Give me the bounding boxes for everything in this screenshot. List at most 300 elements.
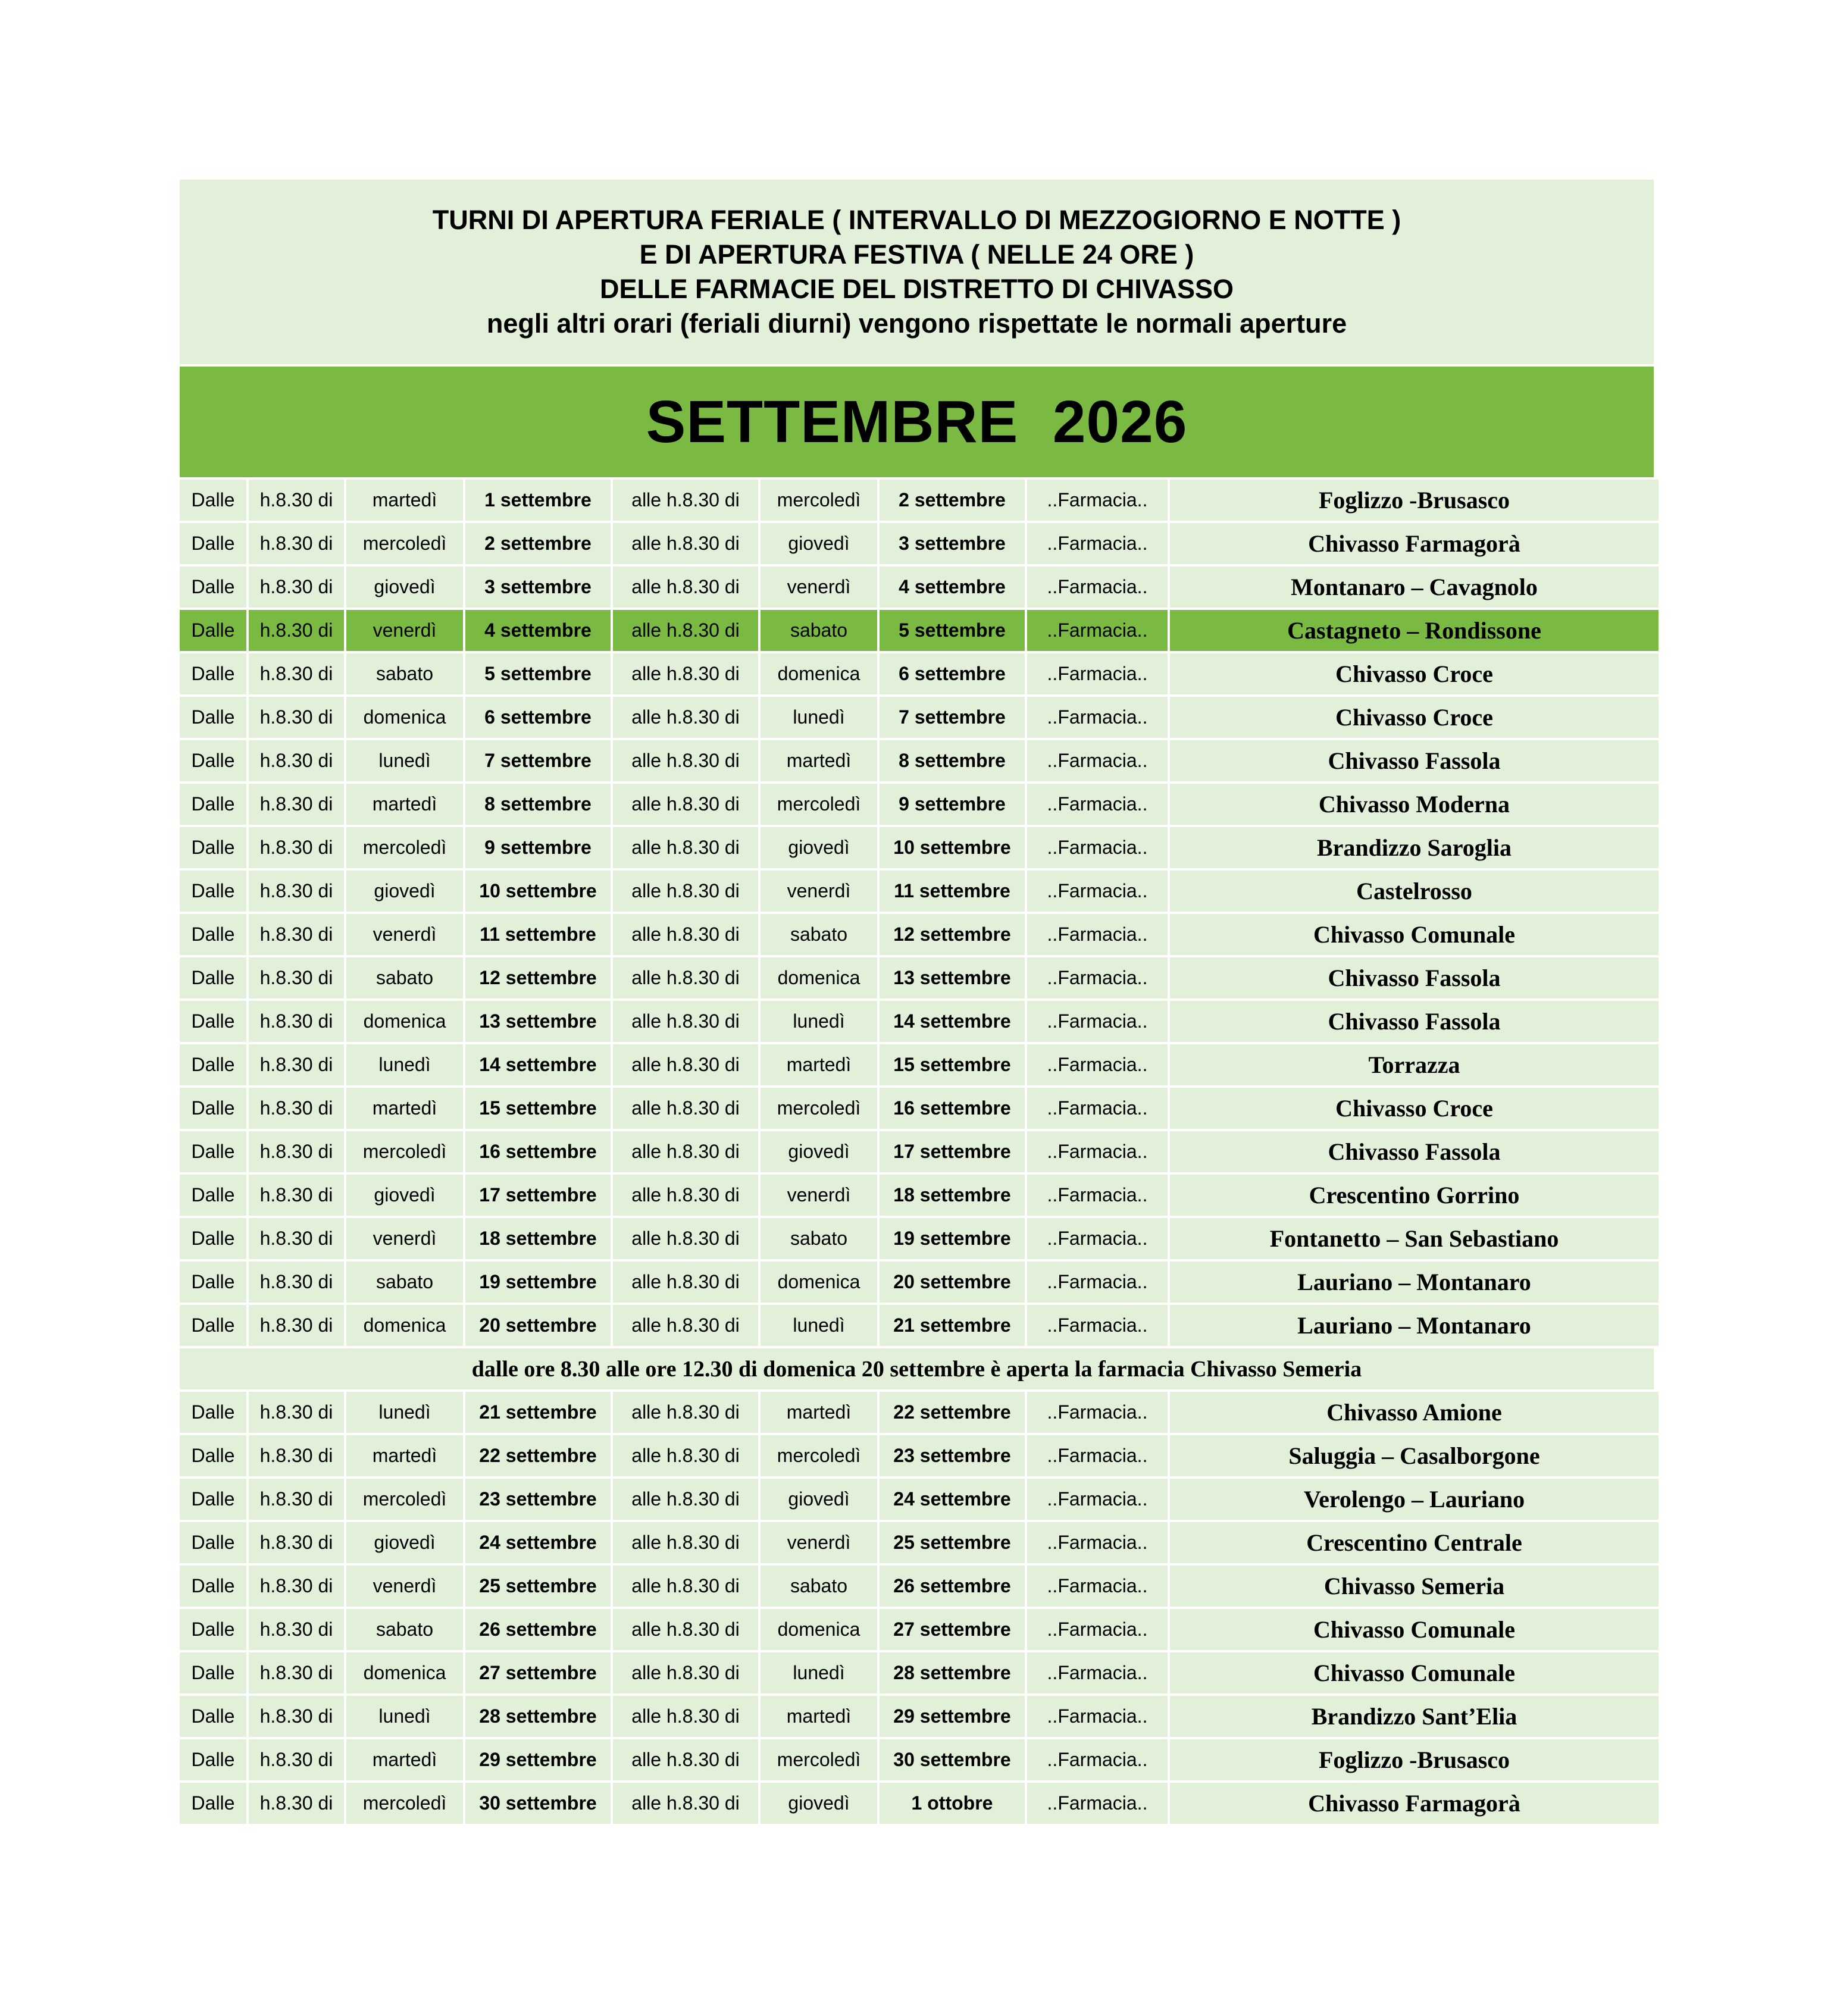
shift-start-day: mercoledì [346,1131,463,1172]
shift-start-day: giovedì [346,1522,463,1563]
table-row [180,653,1654,694]
shift-start-hour: h.8.30 di [249,1305,344,1346]
shift-from-label: Dalle [180,1261,246,1303]
shift-start-hour: h.8.30 di [249,1696,344,1737]
shift-from-label: Dalle [180,1522,246,1563]
pharmacy-label: ..Farmacia.. [1027,1609,1168,1650]
shift-end-hour: alle h.8.30 di [613,1479,758,1520]
shift-end-date: 8 settembre [880,740,1025,781]
table-row [180,1696,1654,1737]
table-row [180,1175,1654,1216]
pharmacy-name: Chivasso Farmagorà [1170,523,1658,564]
shift-end-date: 7 settembre [880,697,1025,738]
shift-end-day: mercoledì [761,1739,877,1780]
pharmacy-label: ..Farmacia.. [1027,1001,1168,1042]
shift-start-hour: h.8.30 di [249,1479,344,1520]
shift-start-hour: h.8.30 di [249,871,344,912]
shift-end-day: lunedì [761,697,877,738]
shift-end-hour: alle h.8.30 di [613,1175,758,1216]
shift-end-day: venerdì [761,1175,877,1216]
shift-start-hour: h.8.30 di [249,740,344,781]
shift-from-label: Dalle [180,1001,246,1042]
shift-end-hour: alle h.8.30 di [613,697,758,738]
shift-end-day: mercoledì [761,1088,877,1129]
table-row [180,697,1654,738]
shift-end-day: sabato [761,1218,877,1259]
shift-from-label: Dalle [180,610,246,651]
shift-start-day: giovedì [346,1175,463,1216]
shift-end-date: 4 settembre [880,566,1025,608]
shift-from-label: Dalle [180,566,246,608]
shift-end-day: venerdì [761,1522,877,1563]
pharmacy-name: Foglizzo -Brusasco [1170,480,1658,521]
shift-end-date: 22 settembre [880,1392,1025,1433]
pharmacy-name: Chivasso Comunale [1170,914,1658,955]
pharmacy-label: ..Farmacia.. [1027,1261,1168,1303]
shift-start-date: 21 settembre [465,1392,611,1433]
shift-start-hour: h.8.30 di [249,1522,344,1563]
shift-start-hour: h.8.30 di [249,914,344,955]
table-row [180,1001,1654,1042]
table-row [180,1609,1654,1650]
pharmacy-name: Saluggia – Casalborgone [1170,1435,1658,1476]
shift-start-day: lunedì [346,1044,463,1085]
shift-start-hour: h.8.30 di [249,480,344,521]
pharmacy-name: Chivasso Croce [1170,697,1658,738]
shift-end-hour: alle h.8.30 di [613,1652,758,1693]
pharmacy-label: ..Farmacia.. [1027,1435,1168,1476]
pharmacy-name: Fontanetto – San Sebastiano [1170,1218,1658,1259]
header-subtitle: negli altri orari (feriali diurni) vengono rispettate le normali aperture [486,308,1347,339]
shift-start-date: 12 settembre [465,957,611,998]
shift-start-day: lunedì [346,1696,463,1737]
shift-end-date: 2 settembre [880,480,1025,521]
shift-from-label: Dalle [180,523,246,564]
pharmacy-name: Montanaro – Cavagnolo [1170,566,1658,608]
month-banner [180,367,1654,477]
shift-start-hour: h.8.30 di [249,827,344,868]
shift-start-date: 9 settembre [465,827,611,868]
shift-start-hour: h.8.30 di [249,1175,344,1216]
shift-table [180,480,1654,1824]
shift-from-label: Dalle [180,957,246,998]
shift-start-hour: h.8.30 di [249,1435,344,1476]
table-row [180,784,1654,825]
shift-from-label: Dalle [180,1305,246,1346]
shift-end-date: 27 settembre [880,1609,1025,1650]
shift-start-date: 6 settembre [465,697,611,738]
pharmacy-name: Chivasso Semeria [1170,1566,1658,1607]
shift-start-hour: h.8.30 di [249,1001,344,1042]
pharmacy-label: ..Farmacia.. [1027,610,1168,651]
pharmacy-name: Chivasso Croce [1170,653,1658,694]
shift-from-label: Dalle [180,740,246,781]
pharmacy-label: ..Farmacia.. [1027,1088,1168,1129]
pharmacy-name: Chivasso Comunale [1170,1609,1658,1650]
shift-from-label: Dalle [180,1652,246,1693]
shift-start-day: venerdì [346,1218,463,1259]
shift-start-day: venerdì [346,610,463,651]
shift-end-hour: alle h.8.30 di [613,1739,758,1780]
pharmacy-label: ..Farmacia.. [1027,914,1168,955]
shift-from-label: Dalle [180,697,246,738]
shift-end-hour: alle h.8.30 di [613,653,758,694]
pharmacy-label: ..Farmacia.. [1027,1305,1168,1346]
shift-end-date: 28 settembre [880,1652,1025,1693]
shift-start-date: 24 settembre [465,1522,611,1563]
shift-end-hour: alle h.8.30 di [613,957,758,998]
shift-start-date: 26 settembre [465,1609,611,1650]
shift-start-date: 15 settembre [465,1088,611,1129]
shift-from-label: Dalle [180,1783,246,1824]
shift-end-date: 10 settembre [880,827,1025,868]
shift-end-day: lunedì [761,1305,877,1346]
pharmacy-label: ..Farmacia.. [1027,523,1168,564]
shift-from-label: Dalle [180,1175,246,1216]
shift-end-hour: alle h.8.30 di [613,523,758,564]
shift-from-label: Dalle [180,871,246,912]
shift-end-date: 14 settembre [880,1001,1025,1042]
shift-end-hour: alle h.8.30 di [613,1088,758,1129]
pharmacy-label: ..Farmacia.. [1027,1131,1168,1172]
table-row [180,1261,1654,1303]
shift-end-date: 15 settembre [880,1044,1025,1085]
shift-start-date: 29 settembre [465,1739,611,1780]
pharmacy-name: Crescentino Gorrino [1170,1175,1658,1216]
shift-end-date: 11 settembre [880,871,1025,912]
shift-start-date: 17 settembre [465,1175,611,1216]
shift-start-date: 19 settembre [465,1261,611,1303]
shift-end-day: domenica [761,653,877,694]
shift-end-hour: alle h.8.30 di [613,1566,758,1607]
table-row [180,1522,1654,1563]
table-row [180,1783,1654,1824]
header-title-line-3: DELLE FARMACIE DEL DISTRETTO DI CHIVASSO [599,274,1234,304]
shift-start-date: 4 settembre [465,610,611,651]
shift-start-hour: h.8.30 di [249,1131,344,1172]
pharmacy-label: ..Farmacia.. [1027,697,1168,738]
shift-start-date: 5 settembre [465,653,611,694]
shift-end-date: 18 settembre [880,1175,1025,1216]
shift-end-hour: alle h.8.30 di [613,1131,758,1172]
shift-end-hour: alle h.8.30 di [613,1783,758,1824]
shift-start-date: 30 settembre [465,1783,611,1824]
shift-from-label: Dalle [180,1131,246,1172]
pharmacy-label: ..Farmacia.. [1027,827,1168,868]
pharmacy-name: Chivasso Fassola [1170,1001,1658,1042]
shift-start-day: sabato [346,653,463,694]
shift-start-hour: h.8.30 di [249,1261,344,1303]
shift-end-day: sabato [761,610,877,651]
pharmacy-name: Castagneto – Rondissone [1170,610,1658,651]
shift-from-label: Dalle [180,827,246,868]
shift-start-day: sabato [346,1609,463,1650]
shift-start-date: 8 settembre [465,784,611,825]
shift-end-hour: alle h.8.30 di [613,1609,758,1650]
shift-start-day: domenica [346,1305,463,1346]
table-row [180,914,1654,955]
pharmacy-label: ..Farmacia.. [1027,1392,1168,1433]
shift-start-hour: h.8.30 di [249,610,344,651]
shift-start-date: 20 settembre [465,1305,611,1346]
shift-start-hour: h.8.30 di [249,1652,344,1693]
shift-end-date: 6 settembre [880,653,1025,694]
shift-end-hour: alle h.8.30 di [613,1044,758,1085]
pharmacy-label: ..Farmacia.. [1027,871,1168,912]
shift-end-date: 1 ottobre [880,1783,1025,1824]
pharmacy-label: ..Farmacia.. [1027,1479,1168,1520]
shift-end-day: venerdì [761,566,877,608]
shift-end-date: 13 settembre [880,957,1025,998]
shift-start-day: martedì [346,1435,463,1476]
pharmacy-label: ..Farmacia.. [1027,566,1168,608]
shift-end-date: 9 settembre [880,784,1025,825]
pharmacy-name: Castelrosso [1170,871,1658,912]
shift-start-hour: h.8.30 di [249,523,344,564]
table-row [180,610,1654,651]
table-row [180,1131,1654,1172]
shift-start-hour: h.8.30 di [249,1218,344,1259]
shift-start-hour: h.8.30 di [249,1783,344,1824]
shift-start-day: sabato [346,1261,463,1303]
shift-end-date: 25 settembre [880,1522,1025,1563]
table-row [180,566,1654,608]
shift-end-day: lunedì [761,1001,877,1042]
shift-start-hour: h.8.30 di [249,1566,344,1607]
pharmacy-name: Chivasso Farmagorà [1170,1783,1658,1824]
pharmacy-label: ..Farmacia.. [1027,1175,1168,1216]
shift-from-label: Dalle [180,1088,246,1129]
table-row [180,1218,1654,1259]
shift-start-day: giovedì [346,871,463,912]
shift-start-day: martedì [346,1088,463,1129]
header-title-line-2: E DI APERTURA FESTIVA ( NELLE 24 ORE ) [639,239,1194,270]
shift-end-date: 3 settembre [880,523,1025,564]
table-row [180,1479,1654,1520]
shift-start-day: domenica [346,1652,463,1693]
month-title: SETTEMBRE 2026 [646,388,1188,455]
shift-from-label: Dalle [180,1218,246,1259]
shift-from-label: Dalle [180,784,246,825]
schedule-note: dalle ore 8.30 alle ore 12.30 di domenica 20 settembre è aperta la farmacia Chivasso Semeria [180,1348,1654,1389]
pharmacy-label: ..Farmacia.. [1027,480,1168,521]
pharmacy-label: ..Farmacia.. [1027,653,1168,694]
pharmacy-name: Lauriano – Montanaro [1170,1261,1658,1303]
shift-end-hour: alle h.8.30 di [613,871,758,912]
pharmacy-name: Lauriano – Montanaro [1170,1305,1658,1346]
shift-start-date: 7 settembre [465,740,611,781]
pharmacy-name: Chivasso Fassola [1170,1131,1658,1172]
shift-end-date: 12 settembre [880,914,1025,955]
shift-end-day: giovedì [761,1479,877,1520]
shift-end-hour: alle h.8.30 di [613,1001,758,1042]
pharmacy-name: Chivasso Moderna [1170,784,1658,825]
shift-start-hour: h.8.30 di [249,1739,344,1780]
table-row [180,740,1654,781]
shift-start-hour: h.8.30 di [249,1088,344,1129]
shift-start-day: venerdì [346,1566,463,1607]
shift-start-date: 28 settembre [465,1696,611,1737]
shift-start-hour: h.8.30 di [249,1044,344,1085]
shift-end-day: giovedì [761,1783,877,1824]
shift-end-day: sabato [761,914,877,955]
shift-from-label: Dalle [180,1696,246,1737]
table-row [180,523,1654,564]
shift-end-hour: alle h.8.30 di [613,480,758,521]
shift-end-date: 29 settembre [880,1696,1025,1737]
pharmacy-label: ..Farmacia.. [1027,1566,1168,1607]
shift-end-date: 21 settembre [880,1305,1025,1346]
shift-from-label: Dalle [180,1435,246,1476]
shift-end-day: martedì [761,1044,877,1085]
shift-from-label: Dalle [180,914,246,955]
shift-end-day: giovedì [761,827,877,868]
table-row [180,957,1654,998]
shift-end-day: lunedì [761,1652,877,1693]
shift-end-day: giovedì [761,523,877,564]
header-title-line-1: TURNI DI APERTURA FERIALE ( INTERVALLO DI MEZZOGIORNO E NOTTE ) [432,205,1401,235]
shift-start-date: 2 settembre [465,523,611,564]
shift-end-day: mercoledì [761,1435,877,1476]
shift-from-label: Dalle [180,480,246,521]
shift-start-hour: h.8.30 di [249,653,344,694]
shift-start-date: 11 settembre [465,914,611,955]
table-row [180,1305,1654,1346]
shift-start-day: martedì [346,784,463,825]
table-row [180,827,1654,868]
shift-end-day: mercoledì [761,784,877,825]
shift-start-day: sabato [346,957,463,998]
shift-end-date: 20 settembre [880,1261,1025,1303]
table-row [180,1566,1654,1607]
shift-start-hour: h.8.30 di [249,784,344,825]
pharmacy-name: Verolengo – Lauriano [1170,1479,1658,1520]
shift-end-hour: alle h.8.30 di [613,1522,758,1563]
shift-start-hour: h.8.30 di [249,957,344,998]
shift-end-date: 17 settembre [880,1131,1025,1172]
shift-start-date: 18 settembre [465,1218,611,1259]
shift-start-day: mercoledì [346,1783,463,1824]
shift-end-day: domenica [761,957,877,998]
shift-end-date: 30 settembre [880,1739,1025,1780]
shift-end-hour: alle h.8.30 di [613,610,758,651]
shift-end-date: 16 settembre [880,1088,1025,1129]
shift-end-date: 26 settembre [880,1566,1025,1607]
shift-from-label: Dalle [180,1479,246,1520]
table-row [180,1088,1654,1129]
shift-start-day: venerdì [346,914,463,955]
shift-start-day: mercoledì [346,523,463,564]
shift-from-label: Dalle [180,1044,246,1085]
pharmacy-label: ..Farmacia.. [1027,740,1168,781]
table-row [180,1435,1654,1476]
shift-end-hour: alle h.8.30 di [613,1435,758,1476]
shift-start-date: 27 settembre [465,1652,611,1693]
schedule-header [180,180,1654,364]
pharmacy-name: Torrazza [1170,1044,1658,1085]
shift-start-hour: h.8.30 di [249,1392,344,1433]
shift-end-day: venerdì [761,871,877,912]
shift-start-day: mercoledì [346,1479,463,1520]
shift-from-label: Dalle [180,1739,246,1780]
shift-end-hour: alle h.8.30 di [613,827,758,868]
shift-end-hour: alle h.8.30 di [613,1305,758,1346]
shift-start-day: lunedì [346,1392,463,1433]
shift-start-date: 3 settembre [465,566,611,608]
table-row [180,1392,1654,1433]
pharmacy-label: ..Farmacia.. [1027,1783,1168,1824]
shift-start-hour: h.8.30 di [249,1609,344,1650]
shift-end-date: 5 settembre [880,610,1025,651]
shift-end-hour: alle h.8.30 di [613,914,758,955]
pharmacy-label: ..Farmacia.. [1027,1522,1168,1563]
shift-end-day: martedì [761,1696,877,1737]
pharmacy-label: ..Farmacia.. [1027,784,1168,825]
pharmacy-label: ..Farmacia.. [1027,1218,1168,1259]
shift-start-day: giovedì [346,566,463,608]
pharmacy-name: Brandizzo Saroglia [1170,827,1658,868]
shift-end-day: domenica [761,1261,877,1303]
shift-start-day: martedì [346,1739,463,1780]
table-row [180,1044,1654,1085]
shift-from-label: Dalle [180,1392,246,1433]
shift-end-hour: alle h.8.30 di [613,1696,758,1737]
shift-end-day: domenica [761,1609,877,1650]
shift-start-date: 1 settembre [465,480,611,521]
shift-start-date: 22 settembre [465,1435,611,1476]
pharmacy-name: Chivasso Amione [1170,1392,1658,1433]
pharmacy-name: Crescentino Centrale [1170,1522,1658,1563]
shift-start-day: lunedì [346,740,463,781]
shift-start-date: 13 settembre [465,1001,611,1042]
pharmacy-name: Chivasso Fassola [1170,740,1658,781]
shift-end-day: mercoledì [761,480,877,521]
pharmacy-schedule-sheet [180,180,1654,1824]
shift-start-date: 25 settembre [465,1566,611,1607]
pharmacy-label: ..Farmacia.. [1027,1652,1168,1693]
pharmacy-name: Chivasso Comunale [1170,1652,1658,1693]
shift-end-hour: alle h.8.30 di [613,740,758,781]
table-row [180,1652,1654,1693]
shift-start-date: 23 settembre [465,1479,611,1520]
pharmacy-name: Brandizzo Sant’Elia [1170,1696,1658,1737]
shift-start-date: 14 settembre [465,1044,611,1085]
shift-end-day: martedì [761,1392,877,1433]
shift-start-day: domenica [346,697,463,738]
shift-end-day: giovedì [761,1131,877,1172]
shift-end-date: 19 settembre [880,1218,1025,1259]
shift-start-day: martedì [346,480,463,521]
shift-from-label: Dalle [180,1609,246,1650]
table-row [180,480,1654,521]
shift-end-date: 24 settembre [880,1479,1025,1520]
shift-end-hour: alle h.8.30 di [613,784,758,825]
pharmacy-name: Chivasso Fassola [1170,957,1658,998]
shift-end-day: sabato [761,1566,877,1607]
shift-end-day: martedì [761,740,877,781]
shift-end-hour: alle h.8.30 di [613,1218,758,1259]
shift-start-date: 16 settembre [465,1131,611,1172]
shift-end-hour: alle h.8.30 di [613,1392,758,1433]
shift-start-date: 10 settembre [465,871,611,912]
shift-start-hour: h.8.30 di [249,697,344,738]
shift-end-hour: alle h.8.30 di [613,1261,758,1303]
shift-start-day: mercoledì [346,827,463,868]
pharmacy-label: ..Farmacia.. [1027,1696,1168,1737]
shift-start-day: domenica [346,1001,463,1042]
table-row [180,871,1654,912]
shift-from-label: Dalle [180,653,246,694]
